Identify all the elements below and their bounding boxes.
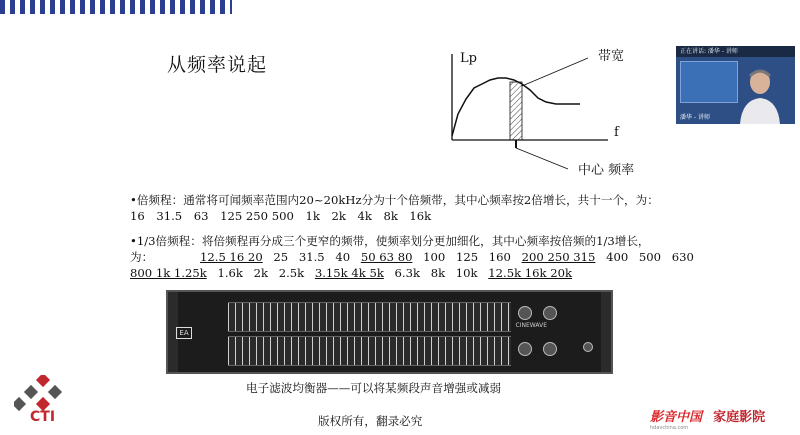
knob-icon [543, 306, 557, 320]
freq-value: 40 [335, 250, 351, 264]
octave-paragraph: •倍频程：通常将可闻频率范围内20~20kHz分为十个倍频带，其中心频率按2倍增长，共十一个，为：16 31.5 63 125 250 500 1k 2k 4k 8k 16k [130, 193, 659, 223]
bandwidth-label: 带宽 [598, 49, 625, 64]
partner-logos [650, 406, 765, 431]
speaker-avatar [736, 64, 784, 124]
cti-logo-text: CTI [30, 409, 56, 425]
freq-value: 10k [455, 266, 478, 280]
rack-ear-right [601, 292, 611, 372]
freq-value: 160 [488, 250, 511, 264]
third-octave-row-1 [200, 249, 701, 265]
power-button-icon [583, 342, 593, 352]
copyright-footer: 版权所有，翻录必究 [318, 414, 423, 428]
equalizer-caption: 电子滤波均衡器——可以将某频段声音增强或减弱 [246, 381, 502, 395]
third-octave-row-2 [130, 265, 579, 281]
x-axis-label: f [614, 125, 619, 140]
knob-icon [543, 342, 557, 356]
freq-value: 100 [423, 250, 446, 264]
freq-group: 800 1k 1.25k [130, 266, 207, 280]
speaker-video-panel[interactable] [676, 46, 795, 124]
equalizer-logo: EA [176, 327, 192, 339]
freq-value: 500 [638, 250, 662, 264]
freq-value: 1.6k [217, 266, 243, 280]
home-theater-logo: 家庭影院 [713, 410, 766, 425]
slide-title: 从频率说起 [167, 54, 268, 76]
freq-group: 12.5 16 20 [200, 250, 263, 264]
hdav-url: hdavchina.com [650, 425, 689, 431]
freq-value: 630 [671, 250, 694, 264]
freq-group: 12.5k 16k 20k [488, 266, 573, 280]
freq-value: 400 [606, 250, 629, 264]
frequency-response-diagram [438, 44, 658, 184]
slider-bank-top [228, 302, 511, 332]
equalizer-photo [166, 290, 613, 374]
equalizer-brand: CINEWAVE [515, 322, 547, 329]
knob-icon [518, 306, 532, 320]
freq-value: 8k [430, 266, 446, 280]
bandwidth-leader [522, 58, 588, 86]
freq-value: 6.3k [394, 266, 421, 280]
bandwidth-band [510, 82, 522, 140]
cti-logo [14, 375, 96, 427]
y-axis-label: Lp [460, 51, 477, 66]
third-octave-paragraph: •1/3倍频程：将倍频程再分成三个更窄的频带，使频率划分更加细化，其中心频率按倍频的1/3增长，为： [130, 234, 650, 264]
knob-icon [518, 342, 532, 356]
slider-bank-bottom [228, 336, 511, 366]
freq-value: 2k [253, 266, 268, 280]
speaker-name: 潘华 - 讲师 [680, 114, 710, 121]
background-screen [680, 61, 738, 103]
freq-value: 25 [273, 250, 289, 264]
center-frequency-label: 中心 频率 [578, 163, 635, 178]
center-leader [516, 148, 568, 169]
freq-value: 2.5k [278, 266, 305, 280]
freq-group: 200 250 315 [521, 250, 596, 264]
freq-group: 50 63 80 [360, 250, 413, 264]
video-top-bar: 正在讲话: 潘华 - 讲师 [676, 46, 795, 57]
freq-value: 31.5 [298, 250, 325, 264]
freq-group: 3.15k 4k 5k [314, 266, 384, 280]
freq-value: 125 [455, 250, 479, 264]
header-stripes [0, 0, 232, 14]
hdav-logo: 影音中国 [650, 410, 703, 425]
